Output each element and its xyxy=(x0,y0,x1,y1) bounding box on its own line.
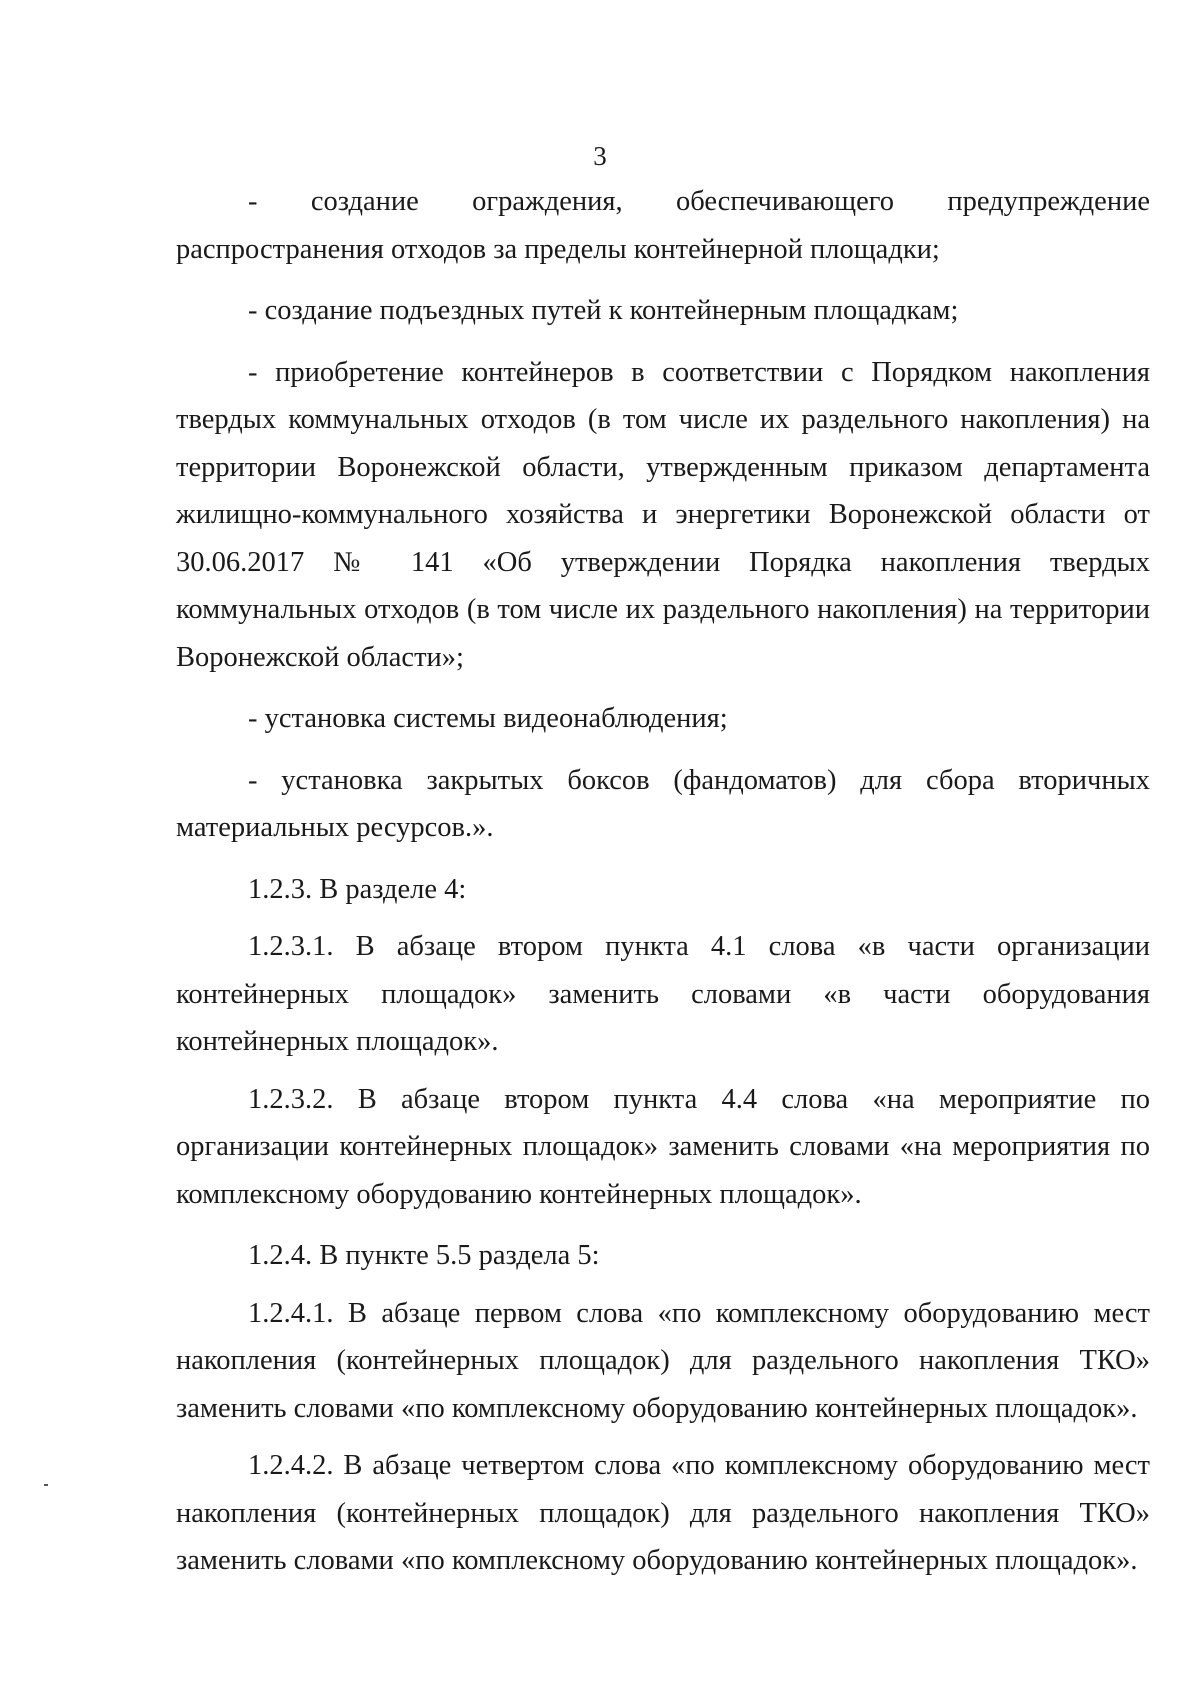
paragraph: - установка закрытых боксов (фандоматов) для сбора вторичных материальных ресурсов.». xyxy=(176,764,1150,843)
paragraph: - приобретение контейнеров в соответствии с Порядком накопления твердых коммунальных отходов (в том числе их раздельного накопления) на территории Воронежской области, утвержденным приказом департамента жилищно-коммунального хозяйства и энергетики Воронежской области от 30.06.2017 № 141 «Об утверждении Порядка накопления твердых коммунальных отходов (в том числе их раздельного накопления) на территории Воронежской области»; xyxy=(176,356,1150,673)
paragraph: - создание ограждения, обеспечивающего предупреждение распространения отходов за пределы контейнерной площадки; xyxy=(176,186,1150,265)
scan-artifact xyxy=(44,1484,48,1486)
paragraph: 1.2.4. В пункте 5.5 раздела 5: xyxy=(248,1240,600,1271)
paragraph: - создание подъездных путей к контейнерным площадкам; xyxy=(248,295,959,326)
document-body xyxy=(176,178,1150,1585)
paragraph: - установка системы видеонаблюдения; xyxy=(248,703,728,734)
paragraph: 1.2.3.2. В абзаце втором пункта 4.4 слова «на мероприятие по организации контейнерных площадок» заменить словами «на мероприятия по комплексному оборудованию контейнерных площадок». xyxy=(176,1083,1150,1210)
paragraph: 1.2.3. В разделе 4: xyxy=(248,873,467,905)
paragraph: 1.2.4.1. В абзаце первом слова «по комплексному оборудованию мест накопления (контейнерных площадок) для раздельного накопления ТКО» заменить словами «по комплексному оборудованию контейнерных площадок». xyxy=(176,1297,1150,1424)
paragraph: 1.2.4.2. В абзаце четвертом слова «по комплексному оборудованию мест накопления (контейнерных площадок) для раздельного накопления ТКО» заменить словами «по комплексному оборудованию контейнерных площадок». xyxy=(176,1450,1150,1576)
paragraph: 1.2.3.1. В абзаце втором пункта 4.1 слова «в части организации контейнерных площадок» заменить словами «в части оборудования контейнерных площадок». xyxy=(176,931,1150,1057)
page-number: 3 xyxy=(593,141,607,171)
